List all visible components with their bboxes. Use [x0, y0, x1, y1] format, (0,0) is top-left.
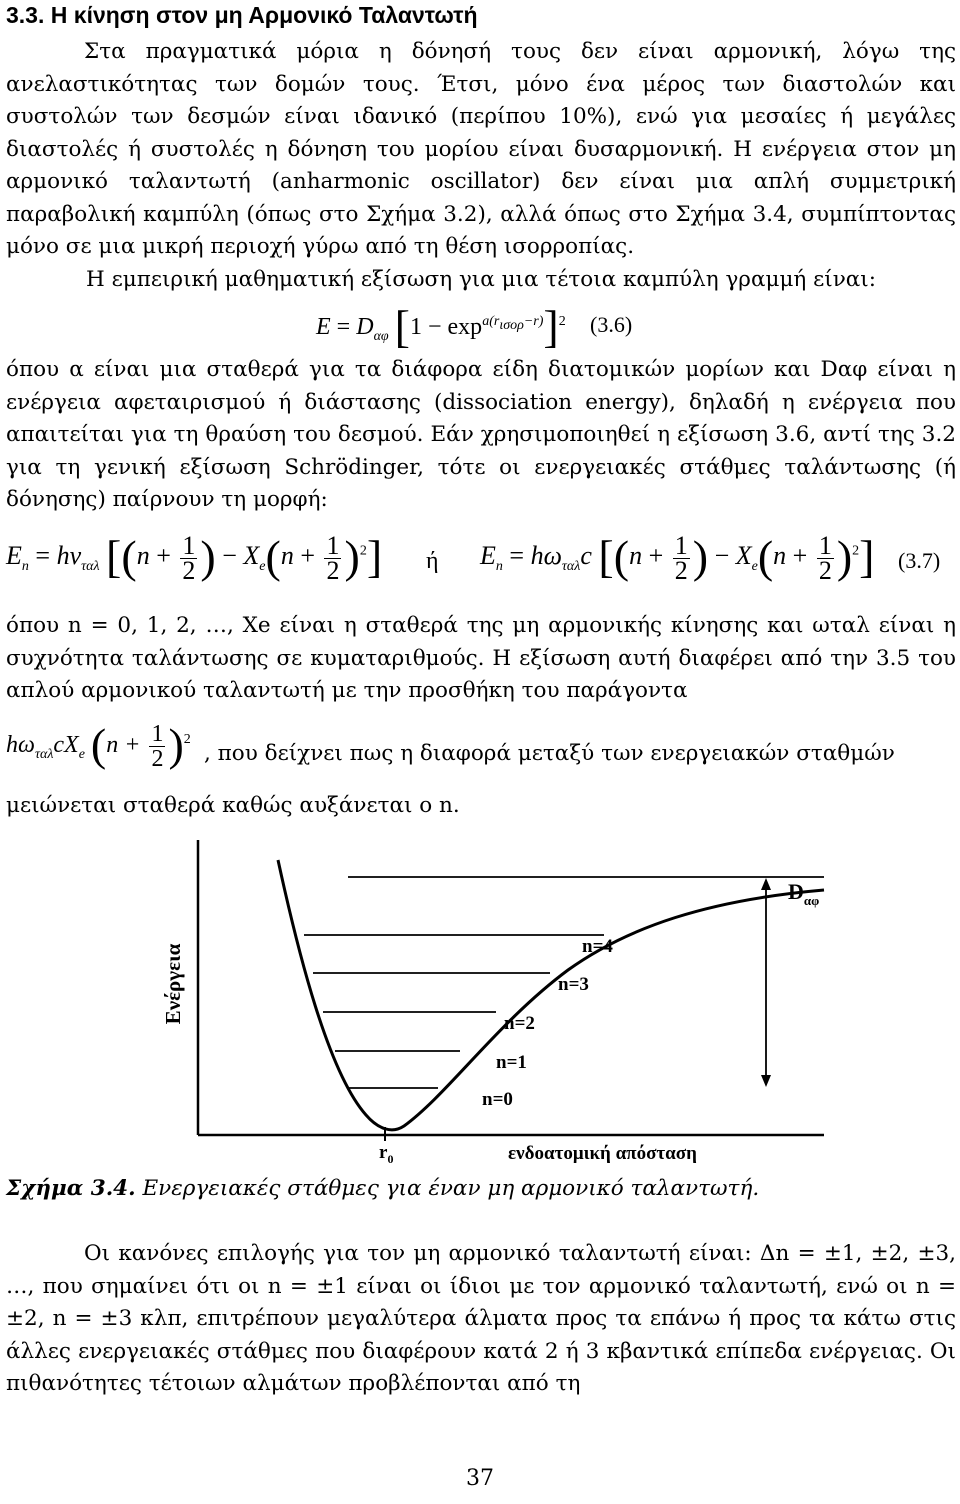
potential-curve	[278, 860, 824, 1130]
label-n4: n=4	[582, 936, 613, 957]
selection-rules-paragraph: Οι κανόνες επιλογής για τον μη αρμονικό ταλαντωτή είναι: Δn = ±1, ±2, ±3, …, που σημαίνει ότι οι n = ±1 είναι οι ίδιοι με τον αρμονικό ταλαντωτή, ενώ οι n = ±2, n = ±3 κλπ, επιτρέπουν μεγαλύτερα άλματα προς τα επάνω ή προς τα κάτω στις άλλες ενεργειακές στάθμες που διαφέρουν κατά 2 ή 3 κβαντικά επίπεδα ενέργειας. Οι πιθανότητες τέτοιων αλμάτων προβλέπονται από τη	[6, 1241, 956, 1396]
caption-label: Σχήμα 3.4.	[6, 1176, 136, 1201]
intro-block	[6, 36, 956, 296]
label-n1: n=1	[496, 1052, 527, 1073]
equation-3-6-label: (3.6)	[590, 312, 633, 337]
after-eq36-block	[6, 354, 956, 517]
intro-paragraph: Στα πραγματικά μόρια η δόνησή τους δεν είναι αρμονική, λόγω της ανελαστικότητας των δομών τους. Έτσι, μόνο ένα μέρος των διαστολών και συστολών των δεσμών είναι ιδανικό (περίπου 10%), ενώ για μεσαίες ή μεγάλες διαστολές ή συστολές η δόνηση του μορίου είναι δυσαρμονική. Η ενέργεια στον μη αρμονικό ταλαντωτή (anharmonic oscillator) δεν είναι μια απλή συμμετρική παραβολική καμπύλη (όπως στο Σχήμα 3.2), αλλά όπως στο Σχήμα 3.4, συμπίπτοντας μόνο σε μια μικρή περιοχή γύρω από τη θέση ισορροπίας.	[6, 39, 956, 259]
equation-3-6: $E = D_{\alpha\varphi}$ $[1 - \exp^{a(r_{\iota\sigma o\rho}-r)}]^2$	[316, 301, 566, 352]
x-axis-label: ενδοατομική απόσταση	[508, 1143, 697, 1164]
equation-3-7-or: ή	[426, 548, 439, 574]
figure-caption	[6, 1176, 759, 1201]
d-label: $D_{\alpha\varphi}$	[788, 879, 820, 908]
selection-rules-block	[6, 1238, 956, 1401]
r0-label: $r_0$	[379, 1142, 394, 1166]
factor-tail: , που δείχνει πως η διαφορά μεταξύ των ενεργειακών σταθμών	[204, 741, 895, 766]
caption-text: Ενεργειακές στάθμες για έναν μη αρμονικό ταλαντωτή.	[142, 1176, 760, 1201]
equation-intro: Η εμπειρική μαθηματική εξίσωση για μια τέτοια καμπύλη γραμμή είναι:	[86, 266, 876, 292]
after-eq37-block	[6, 610, 956, 708]
equation-3-7-right: $E_n = h\omega_{\tau\alpha\lambda}c$ [(n + $\frac{1}{2}$ ) − $X_e(n$ + $\frac{1}{2}$ )$^2$]	[480, 530, 875, 585]
after-eq37-paragraph: όπου n = 0, 1, 2, …, Xe είναι η σταθερά της μη αρμονικής κίνησης και ωταλ είναι η συχνότητα ταλάντωσης σε κυματαριθμούς. Η εξίσωση αυτή διαφέρει από την 3.5 του απλού αρμονικού ταλαντωτή με την προσθήκη του παράγοντα	[6, 613, 956, 703]
label-n2: n=2	[504, 1013, 535, 1034]
section-heading: 3.3. Η κίνηση στον μη Αρμονικό Ταλαντωτή	[6, 2, 478, 28]
page-number: 37	[466, 1466, 494, 1491]
after-eq36-paragraph: όπου α είναι μια σταθερά για τα διάφορα είδη διατομικών μορίων και Dαφ είναι η ενέργεια αφεταιρισμού ή διάστασης (dissociation energy), δηλαδή η ενέργεια που απαιτείται για τη θραύση του δεσμού. Εάν χρησιμοποιηθεί η εξίσωση 3.6, αντί της 3.2 για τη γενική εξίσωση Schrödinger, τότε οι ενεργειακές στάθμες ταλάντωσης (ή δόνησης) παίρνουν τη μορφή:	[6, 357, 956, 512]
equation-3-7-label: (3.7)	[898, 548, 941, 573]
equation-3-7-left: $E_n = h\nu_{\tau\alpha\lambda}$ [(n + $\frac{1}{2}$ ) − $X_e(n$ + $\frac{1}{2}$ )$^2$]	[6, 530, 383, 585]
factor-expression: $h\omega_{\tau\alpha\lambda}cX_e$ (n + $\frac{1}{2}$ )$^2$	[6, 719, 191, 772]
energy-level-figure	[148, 832, 848, 1166]
factor-last-line: μειώνεται σταθερά καθώς αυξάνεται ο n.	[6, 793, 460, 818]
label-n0: n=0	[482, 1089, 513, 1110]
y-axis-label: Ενέργεια	[161, 943, 185, 1025]
label-n3: n=3	[558, 974, 589, 995]
